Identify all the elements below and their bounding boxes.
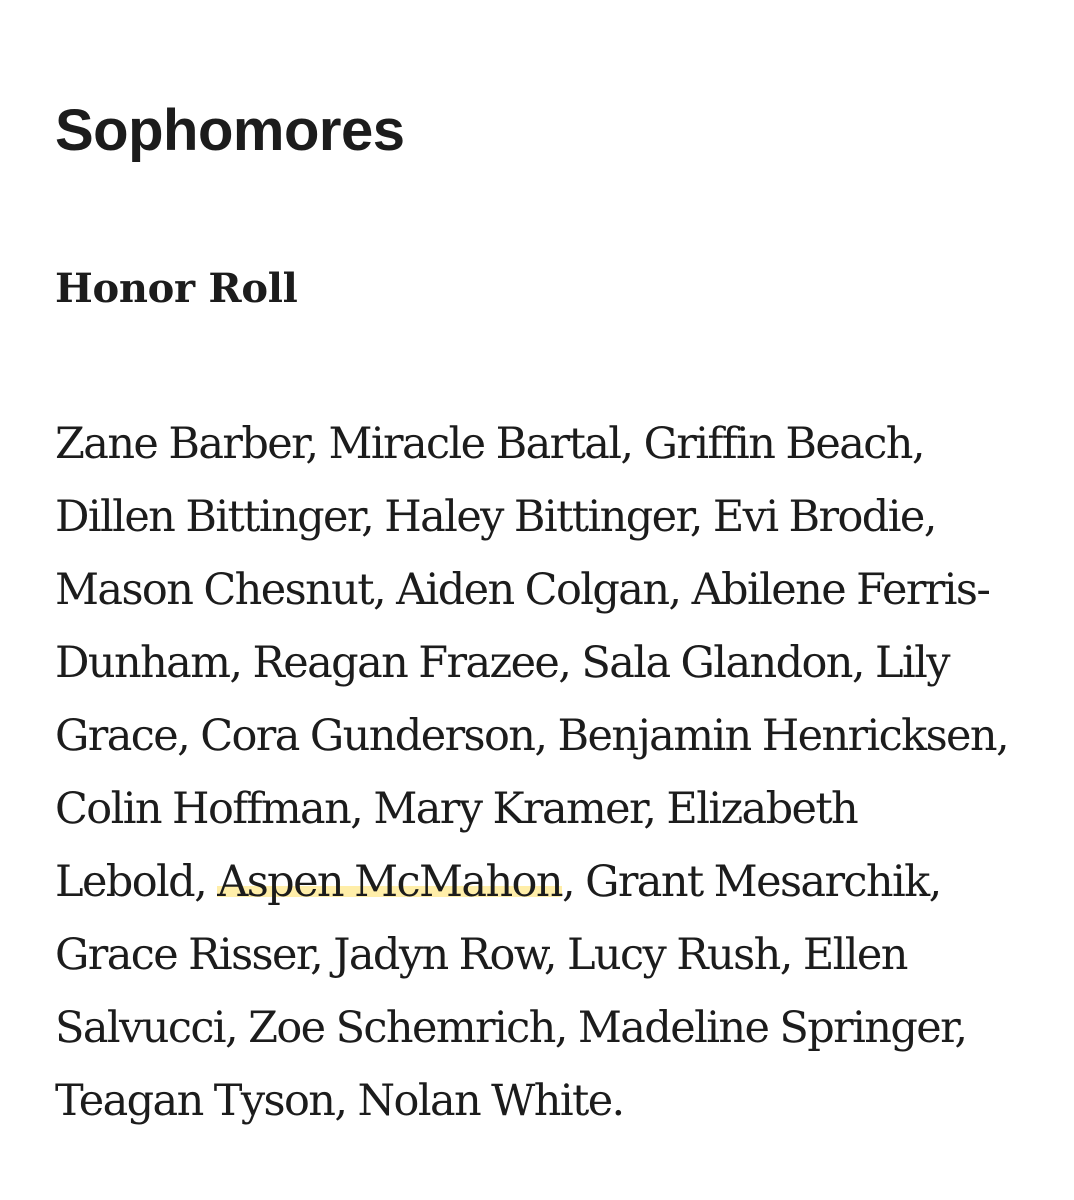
names-line: Colin Hoffman, Mary Kramer, Elizabeth — [55, 784, 858, 834]
names-line: Grace Risser, Jadyn Row, Lucy Rush, Ellen — [55, 930, 907, 980]
names-line: Zane Barber, Miracle Bartal, Griffin Beach, — [55, 419, 924, 469]
names-line-segment: , Grant Mesarchik, — [561, 857, 941, 907]
names-line: Mason Chesnut, Aiden Colgan, Abilene Ferris- — [55, 565, 990, 615]
names-line: Dillen Bittinger, Haley Bittinger, Evi Brodie, — [55, 492, 936, 542]
highlighted-name: Aspen McMahon — [217, 857, 562, 907]
names-line: Teagan Tyson, Nolan White. — [55, 1076, 624, 1126]
names-line: Grace, Cora Gunderson, Benjamin Henricksen, — [55, 711, 1009, 761]
honor-roll-heading: Honor Roll — [55, 265, 298, 312]
names-line-segment: Lebold, — [55, 857, 218, 907]
names-line: Dunham, Reagan Frazee, Sala Glandon, Lily — [55, 638, 949, 688]
honor-roll-names — [55, 408, 1025, 1138]
names-line: Salvucci, Zoe Schemrich, Madeline Springer, — [55, 1003, 967, 1053]
names-line-with-highlight — [55, 846, 1025, 919]
section-heading: Sophomores — [55, 98, 405, 163]
